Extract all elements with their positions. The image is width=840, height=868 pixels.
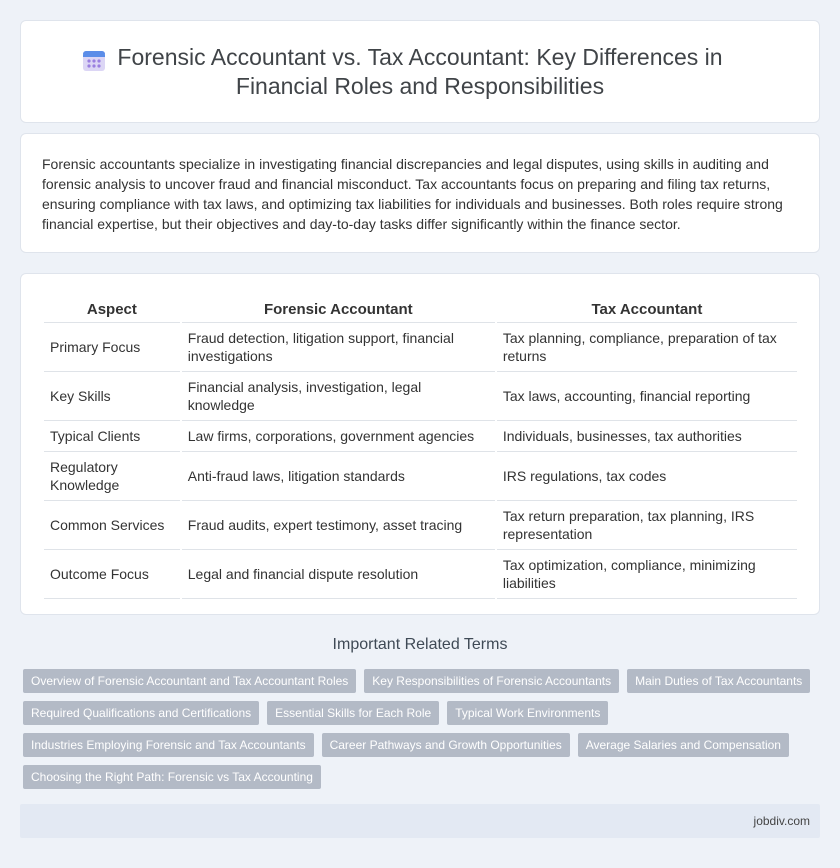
- footer-site-link[interactable]: jobdiv.com: [753, 814, 810, 828]
- table-cell: Key Skills: [44, 372, 180, 421]
- table-cell: Tax optimization, compliance, minimizing liabilities: [497, 550, 797, 599]
- header-aspect: Aspect: [44, 293, 180, 323]
- title-line-2: Financial Roles and Responsibilities: [235, 73, 605, 99]
- related-terms-list: [23, 669, 817, 797]
- related-term-tag[interactable]: Essential Skills for Each Role: [267, 701, 439, 725]
- related-term-tag[interactable]: Career Pathways and Growth Opportunities: [322, 733, 570, 757]
- table-cell: IRS regulations, tax codes: [497, 452, 797, 501]
- title-line-1: Forensic Accountant vs. Tax Accountant: Key Differences in: [117, 44, 723, 70]
- table-cell: Tax laws, accounting, financial reporting: [497, 372, 797, 421]
- page-title: [21, 43, 819, 101]
- footer: [20, 804, 820, 838]
- table-row: [44, 550, 797, 599]
- header-forensic: Forensic Accountant: [182, 293, 495, 323]
- intro-paragraph: Forensic accountants specialize in investigating financial discrepancies and legal disputes, using skills in auditing and forensic analysis to uncover fraud and financial misconduct. Tax accountants focus on preparing and filing tax returns, ensuring compliance with tax laws, and optimizing tax liabilities for individuals and businesses. Both roles require strong financial expertise, but their objectives and day-to-day tasks differ significantly within the finance sector.: [42, 156, 783, 232]
- table-cell: Anti-fraud laws, litigation standards: [182, 452, 495, 501]
- related-term-tag[interactable]: Typical Work Environments: [447, 701, 608, 725]
- related-terms-heading: Important Related Terms: [332, 636, 508, 653]
- header-tax: Tax Accountant: [497, 293, 797, 323]
- related-term-tag[interactable]: Required Qualifications and Certifications: [23, 701, 259, 725]
- table-cell: Tax return preparation, tax planning, IRS representation: [497, 501, 797, 550]
- table-cell: Tax planning, compliance, preparation of tax returns: [497, 323, 797, 372]
- table-cell: Outcome Focus: [44, 550, 180, 599]
- table-row: [44, 372, 797, 421]
- table-header-row: [44, 293, 797, 323]
- header-card: [20, 20, 820, 123]
- related-term-tag[interactable]: Main Duties of Tax Accountants: [627, 669, 810, 693]
- table-row: [44, 501, 797, 550]
- related-term-tag[interactable]: Overview of Forensic Accountant and Tax Accountant Roles: [23, 669, 356, 693]
- intro-card: [20, 133, 820, 253]
- table-cell: Financial analysis, investigation, legal knowledge: [182, 372, 495, 421]
- table-cell: Fraud audits, expert testimony, asset tracing: [182, 501, 495, 550]
- table-row: [44, 452, 797, 501]
- table-cell: Regulatory Knowledge: [44, 452, 180, 501]
- table-cell: Common Services: [44, 501, 180, 550]
- table-row: [44, 323, 797, 372]
- table-cell: Primary Focus: [44, 323, 180, 372]
- related-term-tag[interactable]: Key Responsibilities of Forensic Accountants: [364, 669, 619, 693]
- table-cell: Fraud detection, litigation support, financial investigations: [182, 323, 495, 372]
- comparison-table-card: [20, 273, 820, 615]
- related-term-tag[interactable]: Choosing the Right Path: Forensic vs Tax Accounting: [23, 765, 321, 789]
- related-term-tag[interactable]: Industries Employing Forensic and Tax Accountants: [23, 733, 314, 757]
- table-cell: Law firms, corporations, government agencies: [182, 421, 495, 452]
- comparison-table: [42, 293, 799, 599]
- table-cell: Individuals, businesses, tax authorities: [497, 421, 797, 452]
- table-cell: Legal and financial dispute resolution: [182, 550, 495, 599]
- related-term-tag[interactable]: Average Salaries and Compensation: [578, 733, 789, 757]
- table-cell: Typical Clients: [44, 421, 180, 452]
- table-row: [44, 421, 797, 452]
